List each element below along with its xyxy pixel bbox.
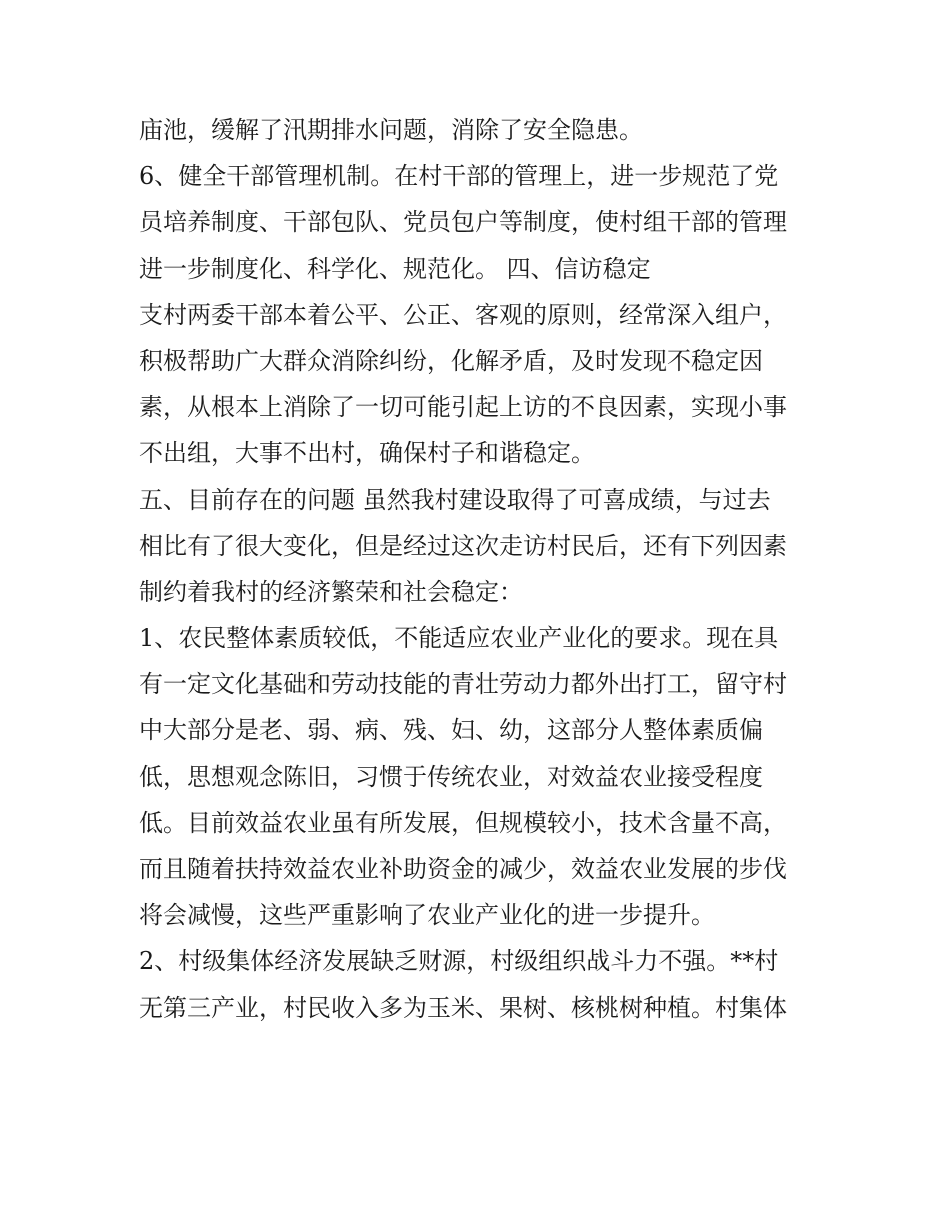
text-line: 有一定文化基础和劳动技能的青壮劳动力都外出打工，留守村	[139, 670, 787, 699]
text-line: 1、农民整体素质较低，不能适应农业产业化的要求。现在具	[139, 624, 779, 653]
text-line: 2、村级集体经济发展缺乏财源，村级组织战斗力不强。**村	[139, 947, 779, 976]
text-line: 6、健全干部管理机制。在村干部的管理上，进一步规范了党	[139, 162, 779, 191]
text-line: 庙池，缓解了汛期排水问题，消除了安全隐患。	[139, 116, 643, 144]
text-line: 支村两委干部本着公平、公正、客观的原则，经常深入组户，	[139, 300, 787, 329]
text-line: 中大部分是老、弱、病、残、妇、幼，这部分人整体素质偏	[139, 716, 763, 745]
text-line: 不出组，大事不出村，确保村子和谐稳定。	[139, 439, 595, 468]
text-line: 低，思想观念陈旧，习惯于传统农业，对效益农业接受程度	[139, 762, 763, 791]
text-line: 低。目前效益农业虽有所发展，但规模较小，技术含量不高，	[139, 808, 787, 837]
text-line: 积极帮助广大群众消除纠纷，化解矛盾，及时发现不稳定因	[139, 346, 763, 375]
text-line: 而且随着扶持效益农业补助资金的减少，效益农业发展的步伐	[139, 855, 787, 883]
document-body	[139, 107, 829, 1031]
text-line: 五、目前存在的问题 虽然我村建设取得了可喜成绩，与过去	[139, 485, 771, 514]
text-line: 将会减慢，这些严重影响了农业产业化的进一步提升。	[139, 901, 715, 930]
text-line: 素，从根本上消除了一切可能引起上访的不良因素，实现小事	[139, 393, 787, 422]
text-line: 员培养制度、干部包队、党员包户等制度，使村组干部的管理	[139, 208, 787, 237]
text-line: 进一步制度化、科学化、规范化。 四、信访稳定	[139, 254, 651, 283]
text-line: 相比有了很大变化，但是经过这次走访村民后，还有下列因素	[139, 531, 787, 560]
text-line: 制约着我村的经济繁荣和社会稳定：	[139, 577, 523, 606]
text-line: 无第三产业，村民收入多为玉米、果树、核桃树种植。村集体	[139, 993, 787, 1022]
